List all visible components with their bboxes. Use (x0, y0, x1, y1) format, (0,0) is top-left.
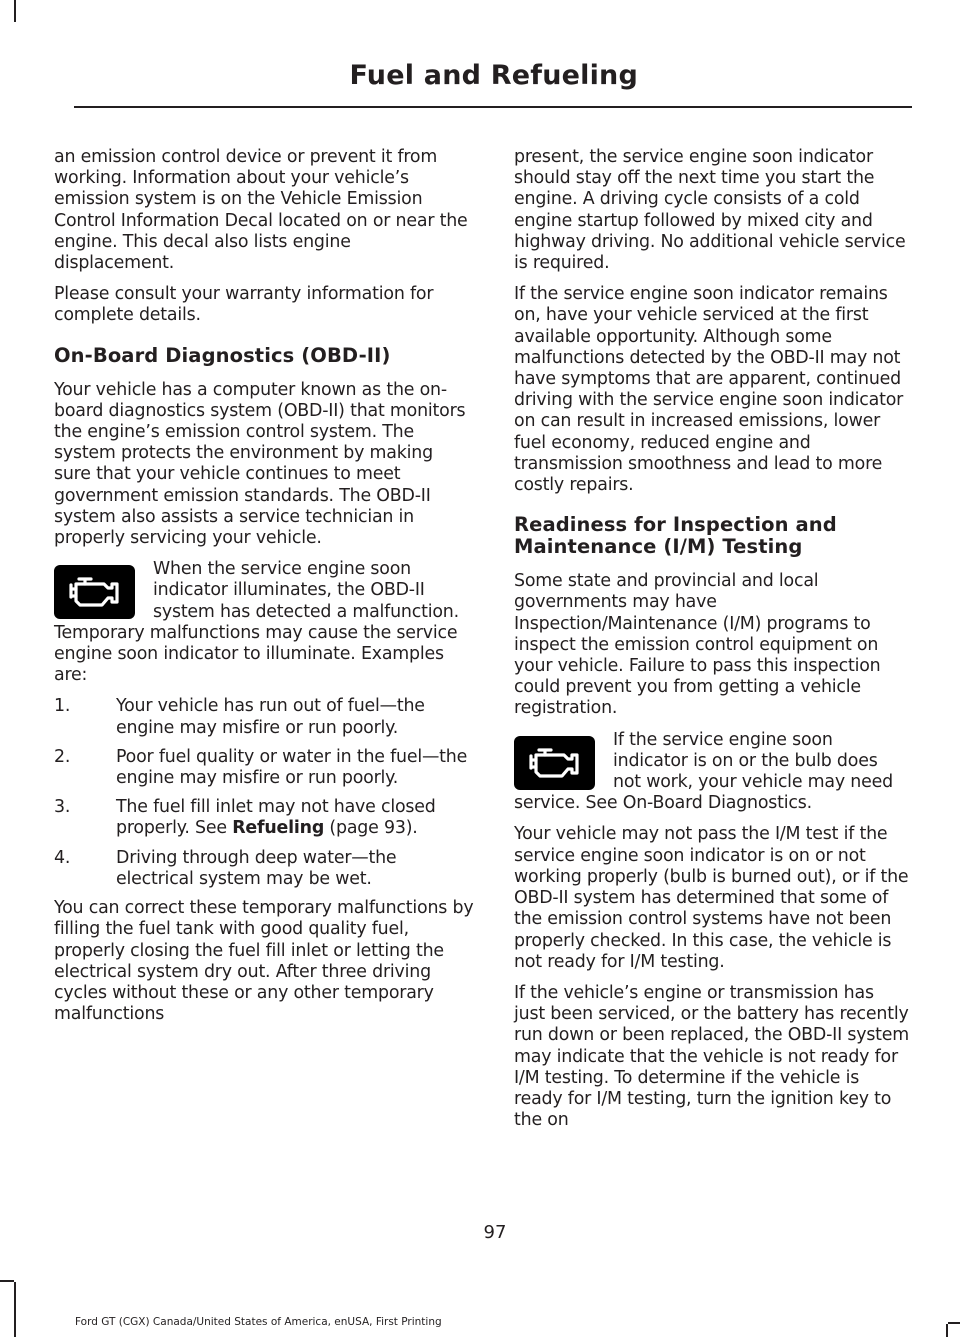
page-number: 97 (483, 1222, 507, 1243)
paragraph: When the service engine soon indicator illuminates, the OBD-II system has detected a malfunction. Temporary malfunctions may cause the service engine soon indicator to illuminate. Examples are: (54, 559, 459, 686)
paragraph: You can correct these temporary malfunctions by filling the fuel tank with good quality fuel, properly closing the fuel fill inlet or letting the electrical system dry out. After three driving cycles without these or any other temporary malfunctions (54, 898, 474, 1025)
paragraph: an emission control device or prevent it from working. Information about your vehicle’s emission system is on the Vehicle Emission Control Information Decal located on or near the engine. This decal also lists engine displacement. (54, 147, 468, 274)
list-item: 4. Driving through deep water—the electrical system may be wet. (54, 847, 397, 889)
check-engine-icon (514, 736, 595, 790)
paragraph: If the service engine soon indicator is on or the bulb does not work, your vehicle may need service. See On-Board Diagnostics. (514, 729, 893, 814)
crop-mark (948, 1322, 960, 1324)
list-item: 3. The fuel fill inlet may not have closed properly. See Refueling (page 93). (54, 797, 436, 839)
crop-mark (14, 1282, 16, 1337)
crop-mark (0, 1280, 14, 1282)
page-title: Fuel and Refueling (349, 60, 638, 91)
crop-mark (14, 0, 16, 22)
crop-mark (946, 1324, 948, 1337)
header-divider (74, 106, 912, 108)
examples-list (54, 696, 474, 890)
paragraph: Your vehicle may not pass the I/M test if the service engine soon indicator is on or not working properly (bulb is burned out), or if the OBD-II system has determined that some of the emission control systems have not been properly checked. In this case, the vehicle is not ready for I/M testing. (514, 824, 909, 972)
left-column (54, 147, 474, 1035)
refueling-link[interactable]: Refueling (232, 818, 325, 839)
right-column (514, 147, 910, 1141)
paragraph: present, the service engine soon indicator should stay off the next time you start the engine. A driving cycle consists of a cold engine startup followed by mixed city and highway driving. No additional vehicle service is required. (514, 147, 906, 274)
list-item: 1. Your vehicle has run out of fuel—the engine may misfire or run poorly. (54, 696, 425, 738)
footer-text: Ford GT (CGX) Canada/United States of America, enUSA, First Printing (75, 1316, 442, 1328)
check-engine-icon (54, 565, 135, 619)
paragraph: If the vehicle’s engine or transmission has just been serviced, or the battery has recently run down or been replaced, the OBD-II system may indicate that the vehicle is not ready for I/M testing. To determine if the vehicle is ready for I/M testing, turn the ignition key to the on (514, 982, 910, 1131)
paragraph: Some state and provincial and local governments may have Inspection/Maintenance (I/M) programs to inspect the emission control equipment on your vehicle. Failure to pass this inspection could prevent you from getting a vehicle registration. (514, 571, 881, 719)
section-heading-obd: On-Board Diagnostics (OBD-II) (54, 343, 391, 367)
indicator-paragraph (514, 730, 910, 815)
list-item: 2. Poor fuel quality or water in the fuel—the engine may misfire or run poorly. (54, 746, 468, 789)
paragraph: If the service engine soon indicator remains on, have your vehicle serviced at the first available opportunity. Although some malfunctions detected by the OBD-II may not have symptoms that are apparent, continued driving with the service engine soon indicator on can result in increased emissions, lower fuel economy, reduced engine and transmission smoothness and lead to more costly repairs. (514, 284, 904, 496)
indicator-paragraph (54, 559, 474, 686)
paragraph: Please consult your warranty information for complete details. (54, 284, 434, 326)
paragraph: Your vehicle has a computer known as the on-board diagnostics system (OBD-II) that monitors the engine’s emission control system. The system protects the environment by making sure that your vehicle continues to meet government emission standards. The OBD-II system also assists a service technician in properly servicing your vehicle. (54, 379, 466, 549)
section-heading-im: Readiness for Inspection and Maintenance (I/M) Testing (514, 513, 837, 559)
